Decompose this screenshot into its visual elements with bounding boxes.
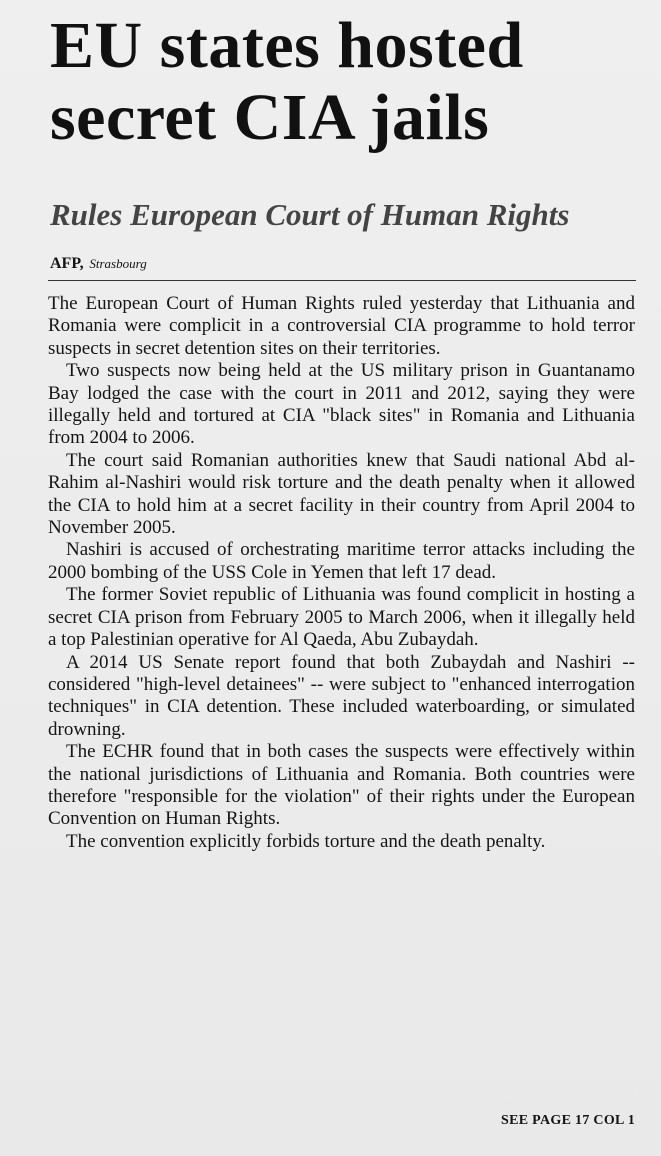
article-paragraph: The convention explicitly forbids torture and the death penalty. (66, 830, 546, 852)
article-paragraph: The ECHR found that in both cases the suspects were effectively within the national jurisdictions of Lithuania and Romania. Both countries were therefore "responsible for the violation" of their rights under the European Convention on Human Rights. (48, 741, 635, 830)
headline: EU states hosted secret CIA jails (50, 9, 524, 154)
byline-agency: AFP, (50, 255, 84, 272)
subheadline: Rules European Court of Human Rights (50, 197, 570, 232)
article-body (48, 293, 635, 853)
article-paragraph: Nashiri is accused of orchestrating maritime terror attacks including the 2000 bombing of the USS Cole in Yemen that left 17 dead. (48, 539, 635, 583)
byline (50, 254, 147, 274)
article-paragraph: A 2014 US Senate report found that both Zubaydah and Nashiri -- considered "high-level detainees" -- were subject to "enhanced interrogation techniques" in CIA detention. These included waterboarding, or simulated drowning. (48, 651, 635, 740)
continuation-jump-line: SEE PAGE 17 COL 1 (501, 1113, 635, 1128)
article-paragraph: The European Court of Human Rights ruled yesterday that Lithuania and Romania were complicit in a controversial CIA programme to hold terror suspects in secret detention sites on their territories. (48, 293, 635, 359)
byline-dateline: Strasbourg (89, 256, 147, 271)
article-paragraph: The court said Romanian authorities knew that Saudi national Abd al-Rahim al-Nashiri would risk torture and the death penalty when it allowed the CIA to hold him at a secret facility in their country from April 2004 to November 2005. (48, 449, 635, 539)
byline-divider (48, 280, 636, 281)
article-paragraph: The former Soviet republic of Lithuania was found complicit in hosting a secret CIA prison from February 2005 to March 2006, when it illegally held a top Palestinian operative for Al Qaeda, Abu Zubaydah. (48, 584, 635, 651)
article-paragraph: Two suspects now being held at the US military prison in Guantanamo Bay lodged the case with the court in 2011 and 2012, saying they were illegally held and tortured at CIA "black sites" in Romania and Lithuania from 2004 to 2006. (48, 360, 635, 449)
